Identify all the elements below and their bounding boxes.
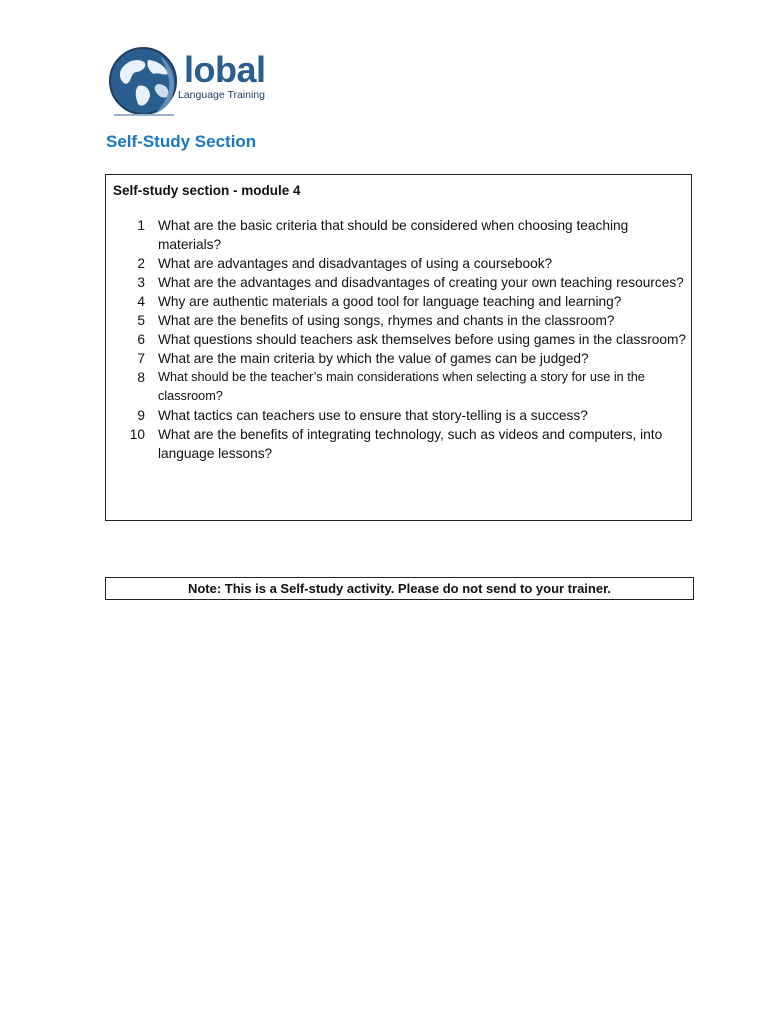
question-text: What are the benefits of using songs, rhymes and chants in the classroom? (158, 313, 615, 328)
question-text: What are the basic criteria that should be considered when choosing teaching materials? (158, 218, 629, 252)
global-language-training-logo (106, 44, 276, 120)
question-number: 10 (129, 427, 145, 442)
question-list (106, 216, 693, 463)
question-number: 1 (137, 218, 145, 233)
question-text: What questions should teachers ask themselves before using games in the classroom? (158, 332, 687, 347)
question-item (106, 311, 693, 330)
question-item (106, 425, 693, 463)
logo-tagline: Language Training (178, 89, 265, 101)
section-title: Self-Study Section (106, 132, 257, 151)
question-text: Why are authentic materials a good tool for language teaching and learning? (158, 294, 622, 309)
logo-wordmark: lobal (184, 49, 266, 90)
question-number: 7 (137, 351, 145, 366)
question-number: 2 (137, 256, 145, 271)
question-item (106, 216, 693, 254)
question-item (106, 254, 693, 273)
question-item (106, 292, 693, 311)
module-questions-box (105, 174, 692, 521)
question-text: What are the main criteria by which the value of games can be judged? (158, 351, 589, 366)
question-number: 4 (137, 294, 145, 309)
self-study-note: Note: This is a Self-study activity. Please do not send to your trainer. (105, 577, 694, 600)
logo-shadow-line (114, 114, 174, 116)
question-number: 8 (137, 370, 145, 385)
question-number: 6 (137, 332, 145, 347)
module-title: Self-study section - module 4 (113, 183, 301, 198)
question-number: 3 (137, 275, 145, 290)
question-text: What are advantages and disadvantages of using a coursebook? (158, 256, 553, 271)
question-item (106, 330, 693, 349)
question-number: 9 (137, 408, 145, 423)
question-item (106, 406, 693, 425)
question-text: What are the advantages and disadvantages of creating your own teaching resources? (158, 275, 684, 290)
question-item (106, 273, 693, 292)
question-item (106, 349, 693, 368)
question-number: 5 (137, 313, 145, 328)
question-text: What should be the teacher’s main considerations when selecting a story for use in the classroom? (158, 370, 645, 403)
question-text: What tactics can teachers use to ensure that story-telling is a success? (158, 408, 588, 423)
question-item (106, 368, 693, 406)
question-text: What are the benefits of integrating technology, such as videos and computers, into language lessons? (158, 427, 663, 461)
globe-icon (108, 46, 178, 116)
